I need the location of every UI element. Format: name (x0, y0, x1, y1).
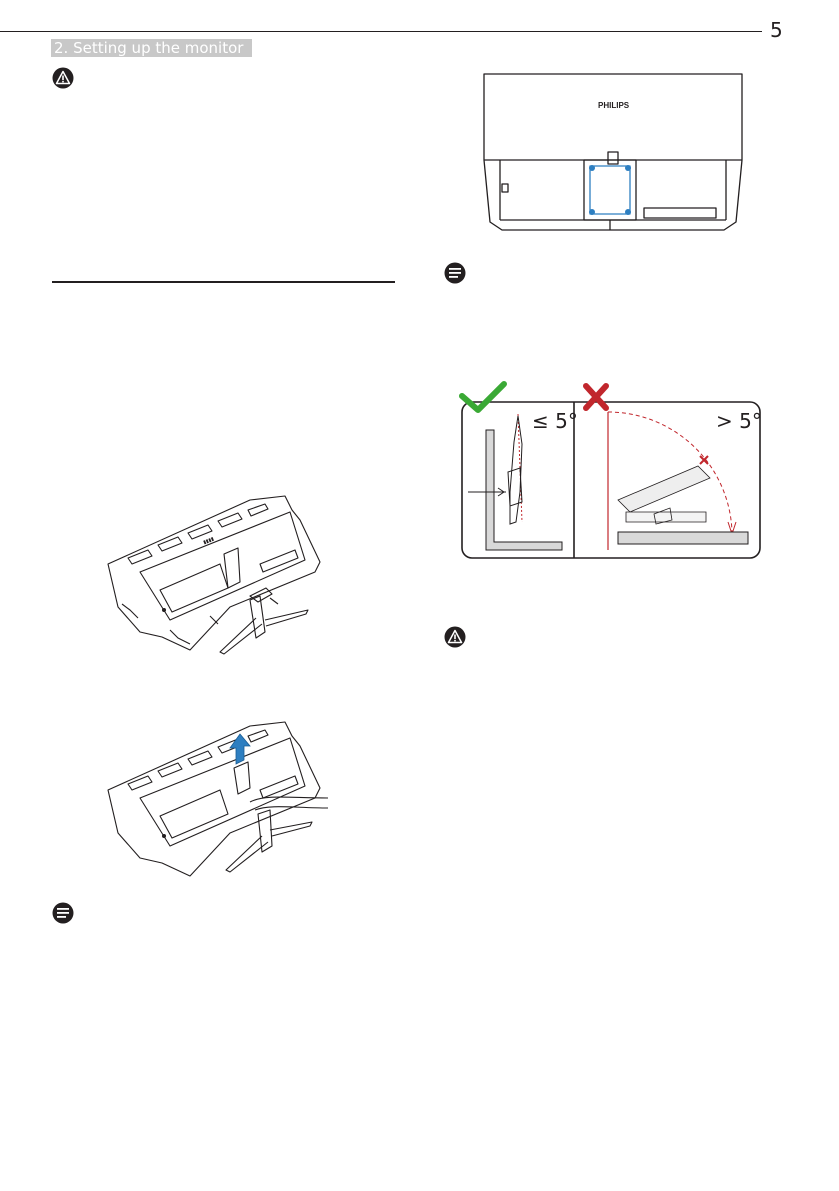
tilt-bad-label: > 5° (716, 409, 762, 433)
note-icon (444, 262, 466, 284)
note-icon (52, 902, 74, 924)
back-logo-small: ▮▮▮▮ (202, 536, 215, 546)
monitor-back-logo: PHILIPS (598, 101, 630, 110)
page-number: 5 (770, 18, 783, 42)
section-divider (52, 281, 395, 283)
section-title: 2. Setting up the monitor (51, 39, 252, 57)
tilt-ok-label: ≤ 5° (532, 409, 578, 433)
monitor-stand-remove-figure (100, 718, 340, 890)
monitor-stand-attach-figure (100, 492, 340, 662)
warning-triangle-icon (52, 67, 74, 89)
monitor-back-figure (480, 72, 746, 234)
warning-triangle-icon (444, 626, 466, 648)
tilt-limit-figure (458, 382, 764, 562)
header-rule (0, 31, 762, 32)
